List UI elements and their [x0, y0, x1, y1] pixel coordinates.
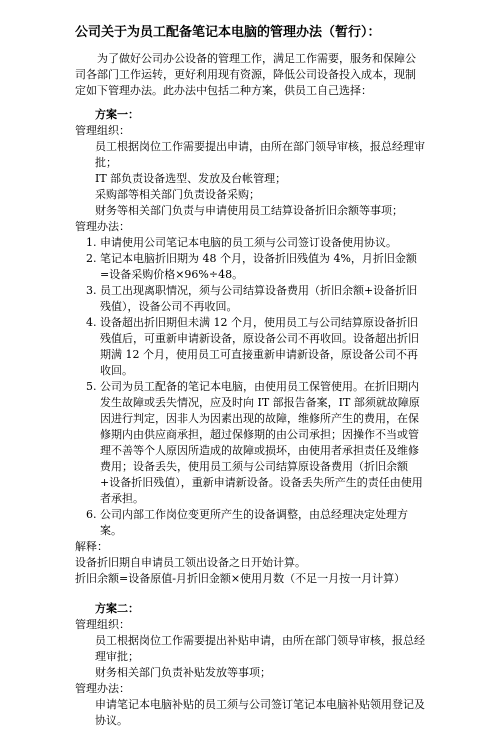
plan2-measure-item: 申请笔记本电脑补贴的员工须与公司签订笔记本电脑补贴领用登记及协议。 — [95, 698, 425, 727]
plan2-org-item: 员工根据岗位工作需要提出补贴申请，由所在部门领导审核，报总经理审批； — [95, 634, 425, 663]
plan2-org-label: 管理组织： — [75, 618, 130, 631]
plan2-org-item: 财务相关部门负责补贴发放等事项； — [95, 666, 271, 679]
plan1-measures-label: 管理办法： — [75, 220, 130, 233]
document-body — [75, 51, 425, 729]
plan1-title: 方案一： — [95, 108, 139, 121]
measure-item: 6. 公司内部工作岗位变更所产生的设备调整，由总经理决定处理方案。 — [100, 507, 425, 539]
plan1-org-label: 管理组织： — [75, 124, 130, 137]
plan1-org-item: 采购部等相关部门负责设备采购； — [95, 188, 260, 201]
plan2-measures-label: 管理办法： — [75, 682, 130, 695]
measure-item: 4. 设备超出折旧期但未满 12 个月，使用员工与公司结算原设备折旧残值后，可重新申请新设备，原设备公司不再收回。设备超出折旧期满 12 个月，使用员工可直接重新申请新设备，原设备公司不再收回。 — [100, 315, 425, 379]
measure-item: 1. 申请使用公司笔记本电脑的员工须与公司签订设备使用协议。 — [100, 235, 425, 251]
plan1-measures-list — [75, 235, 425, 539]
explain-item: 设备折旧期自申请员工领出设备之日开始计算。 — [75, 556, 306, 569]
measure-item: 2. 笔记本电脑折旧期为 48 个月，设备折旧残值为 4%，月折旧金额=设备采购价格×96%÷48。 — [100, 251, 425, 283]
plan1-org-item: 员工根据岗位工作需要提出申请，由所在部门领导审核，报总经理审批； — [95, 140, 425, 169]
measure-item: 3. 员工出现离职情况，须与公司结算设备费用（折旧余额+设备折旧残值），设备公司不再收回。 — [100, 283, 425, 315]
measure-item: 5. 公司为员工配备的笔记本电脑，由使用员工保管使用。在折旧期内发生故障或丢失情况，应及时向 IT 部报告备案，IT 部须就故障原因进行判定，因非人为因素出现的故障，维修所产生的费用，在保修期内由供应商承担，超过保修期的由公司承担；因操作不当或管理不善等个人原因所造成的故障或损坏，由使用者承担责任及维修费用；设备丢失，使用员工须与公司结算原设备费用（折旧余额+设备折旧残值），重新申请新设备。设备丢失所产生的责任由使用者承担。 — [100, 379, 425, 507]
intro-paragraph: 为了做好公司办公设备的管理工作，满足工作需要，服务和保障公司各部门工作运转，更好利用现有资源，降低公司设备投入成本，现制定如下管理办法。此办法中包括二种方案，供员工自己选择： — [75, 52, 416, 97]
document-title: 公司关于为员工配备笔记本电脑的管理办法（暂行）： — [75, 25, 381, 40]
explain-item: 折旧余额=设备原值-月折旧金额×使用月数（不足一月按一月计算） — [75, 572, 406, 585]
plan1-explain-label: 解释： — [75, 540, 108, 553]
plan1-org-item: IT 部负责设备选型、发放及台帐管理； — [95, 172, 287, 185]
plan2-title: 方案二： — [95, 602, 139, 615]
plan1-org-item: 财务等相关部门负责与申请使用员工结算设备折旧余额等事项； — [95, 204, 403, 217]
